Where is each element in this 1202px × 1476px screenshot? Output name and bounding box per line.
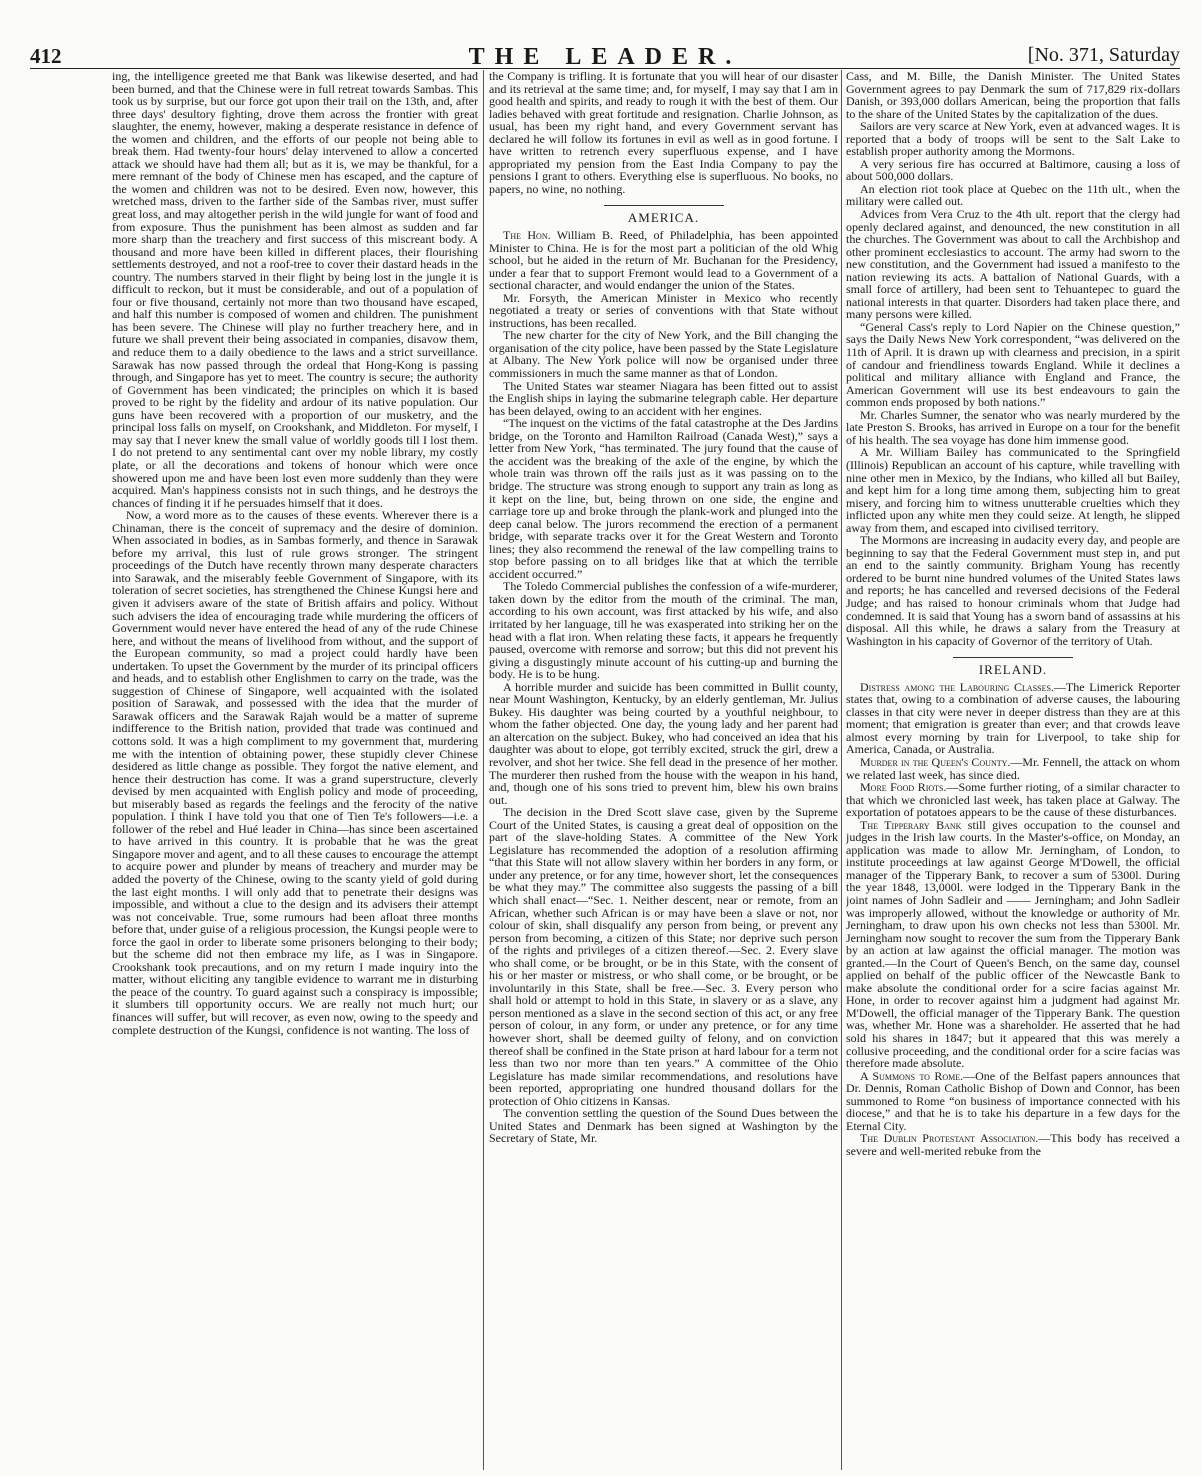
paragraph: Sailors are very scarce at New York, even at advanced wages. It is reported that a body of troops will be sent to the Salt Lake to establish proper authority among the Mormons. — [846, 119, 1180, 159]
section-rule — [953, 657, 1073, 658]
news-item — [846, 1070, 1180, 1133]
paragraph: The convention settling the question of the Sound Dues between the United States and Denmark has been signed at Washington by the Secretary of State, Mr. — [489, 1106, 838, 1146]
paragraph: The Toledo Commercial publishes the confession of a wife-murderer, taken down by the editor from the mouth of the criminal. The man, according to his own account, was first attacked by his wife, and also irritated by her language, till he was exasperated into striking her on the head with a flat iron. When relating these facts, it appears he frequently paused, overcome with remorse and sorrow; but this did not prevent his giving a disgustingly minute account of his cutting-up and burning the body. He is to be hung. — [489, 579, 838, 682]
item-heading: A Summons to Rome. — [860, 1068, 964, 1083]
paragraph: “The inquest on the victims of the fatal catastrophe at the Des Jardins bridge, on the Toronto and Hamilton Railroad (Canada West),” says a letter from New York, “has terminated. The jury found that the cause of the accident was the breaking of the axle of the engine, by which the whole train was thrown off the rails just as it was passing on to the bridge. The structure was strong enough to support any train as long as it kept on the line, but, being thrown on one side, the engine and carriage tore up and broke through the plank-work and plunged into the deep canal below. The jurors recommend the erection of a permanent bridge, with separate tracks over it for the Great Western and Toronto lines; they also recommend the renewal of the law compelling trains to stop before passing on to all bridges like that at which the terrible accident occurred.” — [489, 416, 838, 581]
column-divider — [483, 70, 484, 1470]
header-rule — [30, 68, 1180, 69]
paragraph: “General Cass's reply to Lord Napier on the Chinese question,” says the Daily News New York correspondent, “was delivered on the 11th of April. It is drawn up with clearness and precision, in a spirit of candour and friendliness towards England. While it declines a political and military alliance with England and France, the American Government will use its best endeavours to gain the common ends proposed by both nations.” — [846, 319, 1180, 410]
item-heading: The Dublin Protestant Association. — [860, 1131, 1039, 1146]
item-text: —The Limerick Reporter states that, owing to a combination of adverse causes, the labouring classes in that city were never in deeper distress than they are at this moment; that emigration is greater than ever; and that crowds leave almost every morning by train for Liverpool, to take ship for America, Canada, or Australia. — [846, 679, 1180, 757]
item-text: —This body has received a severe and well-merited rebuke from the — [846, 1131, 1180, 1158]
news-item — [846, 756, 1180, 781]
item-text: —Some further rioting, of a similar character to that which we chronicled last week, has taken place at Galway. The exportation of potatoes appears to be the cause of these disturbances. — [846, 780, 1180, 820]
item-text: still gives occupation to the counsel and judges in the Irish law courts. In the Master's-office, on Monday, an application was made to allow Mr. Jerningham, of London, to institute proceedings at law against George M'Dowell, the official manager of the Tipperary Bank, to recover a sum of 5300l. During the year 1848, 13,000l. were lodged in the Tipperary Bank in the joint names of John Sadleir and —— Jerningham; and John Sadleir was improperly allowed, without the knowledge or authority of Mr. Jerningham, to draw upon his own checks not less than 5300l. Mr. Jerningham now sought to recover the sum from the Tipperary Bank by an action at law against the official manager. The motion was granted.—In the Court of Queen's Bench, on the same day, counsel applied on behalf of the public officer of the Newcastle Bank to make absolute the conditional order for a scire facias against Mr. Hone, in order to recover against him a judgment had against Mr. M'Dowell, the official manager of the Tipperary Bank. The question was, whether Mr. Hone was a shareholder. He asserted that he had sold his shares in 1847; but it appeared that this was merely a collusive proceeding, and the conditional order for a scire facias was therefore made absolute. — [846, 817, 1180, 1071]
news-item — [846, 681, 1180, 756]
lead-in: The Hon. — [503, 228, 551, 243]
paragraph: An election riot took place at Quebec on the 11th ult., when the military were called out. — [846, 181, 1180, 209]
item-heading: Distress among the Labouring Classes. — [860, 679, 1054, 694]
paragraph: the Company is trifling. It is fortunate that you will hear of our disaster and its retrieval at the same time; and, for myself, I may say that I am in good health and spirits, and ready to rough it with the best of them. Our ladies behaved with great fortitude and resignation. Charlie Johnson, as usual, has been my right hand, and every Government servant has declared he will follow its fortunes in evil as well as in good fortune. I have written to retrench every superfluous expense, and I have appropriated my pension from the East India Company to pay the pensions I grant to others. Everything else is superfluous. No books, no papers, no wine, no nothing. — [489, 70, 838, 196]
column-1 — [112, 70, 478, 1470]
news-item — [846, 819, 1180, 1070]
paragraph: Cass, and M. Bille, the Danish Minister. The United States Government agrees to pay Denmark the sum of 717,829 rix-dollars Danish, or 393,000 dollars American, being the proportion that falls to the share of the United States by the capitalization of the dues. — [846, 70, 1180, 121]
news-item — [846, 781, 1180, 819]
section-rule — [604, 205, 724, 206]
item-heading: More Food Riots. — [860, 780, 947, 795]
paragraph: Advices from Vera Cruz to the 4th ult. report that the clergy had openly declared against, and denounced, the new constitution in all the churches. The Government was about to call the Archbishop and other prominent ecclesiastics to account. The army had sworn to the new constitution, and the Government had issued a manifesto to the nation reviewing its acts. A battalion of National Guards, with a small force of artillery, had been sent to Tehuantepec to guard the national interests in that quarter. Disorders had taken place there, and many persons were killed. — [846, 207, 1180, 322]
masthead-title: THE LEADER. — [468, 44, 742, 70]
paragraph: A horrible murder and suicide has been committed in Bullit county, near Mount Washington, Kentucky, by an elderly gentleman, Mr. Julius Bukey. His daughter was being courted by a youthful neighbour, to whom the father objected. One day, the young lady and her parent had an altercation on the subject. Bukey, who had conceived an idea that his daughter was about to elope, got terribly excited, struck the girl, drew a revolver, and shot her twice. She fell dead in the presence of her mother. The murderer then rushed from the house with the weapon in his hand, and, though one of his sons tried to prevent him, blew his own brains out. — [489, 679, 838, 807]
item-heading: The Tipperary Bank — [860, 817, 962, 832]
paragraph: Now, a word more as to the causes of these events. Wherever there is a Chinaman, there is the conceit of supremacy and the desire of dominion. When associated in bodies, as in Sambas formerly, and thence in Sarawak before my arrival, this lust of rule grows stronger. The stringent proceedings of the Dutch have recently thrown many desperate characters into Sarawak, and the miserably feeble Government of Singapore, with its toleration of secret societies, has strengthened the Chinese Kungsi here and given it advisers aware of the state of British affairs and policy. Without such advisers the idea of encouraging trade while murdering the officers of Government would never have entered the head of any of the rude Chinese here, and without the means of livelihood from without, and the support of the European community, so mad a project could hardly have been undertaken. To upset the Government by the murder of its principal officers and heads, and to establish other Englishmen to carry on the trade, was the suggestion of Chinese of Singapore, well acquainted with the isolated position of Sarawak, and possessed with the idea that the murder of Sarawak officers and the Sarawak Rajah would be a matter of supreme indifference to the British nation, provided that trade was continued and cottons sold. It was a high compliment to my government that, murdering me with the intention of obtaining power, these stupidly clever Chinese desidered as little change as possible. They forgot the native element, and hence their destruction has come. It was a grand superstructure, cleverly devised by men acquainted with English policy and mode of proceeding, but miserably based as regards the feelings and the ferocity of the native population. I think I have told you that one of Tien Te's followers—i.e. a follower of the rebel and Hué leader in China—has since been ascertained to have arrived in this country. It is probable that he was the great Singapore mover and agent, and to all these causes to encourage the attempt to acquire power and plunder by means of treachery and murder may be added the poverty of the Chinese, owing to the scanty yield of gold during the last eight months. I will only add that to penetrate their designs was impossible, and without a clue to the design and its advisers their attempt was not conceivable. True, some rumours had been afloat three months before that, under guise of a religious procession, the Kungsi people were to force the gaol in order to liberate some prisoners belonging to their body; but the scheme did not then embrace my life, as I was in Singapore. Crookshank took precautions, and on my return I made inquiry into the matter, without eliciting any tangible evidence to warrant me in disturbing the peace of the country. To guard against such a conspiracy is impossible; it slumbers till opportunity occurs. We are really not much hurt; our finances will suffer, but will recover, as even now, owing to the speedy and complete destruction of the Kungsi, confidence is not wanting. The loss of — [112, 508, 478, 1037]
page-number: 412 — [30, 44, 62, 68]
item-heading: Murder in the Queen's County. — [860, 754, 1011, 769]
item-text: —Mr. Fennell, the attack on whom we related last week, has since died. — [846, 754, 1180, 782]
paragraph — [489, 229, 838, 292]
section-title-america: AMERICA. — [627, 210, 700, 226]
news-item — [846, 1132, 1180, 1157]
paragraph: The decision in the Dred Scott slave case, given by the Supreme Court of the United States, is causing a great deal of opposition on the part of the slave-holding States. A committee of the New York Legislature has recommended the adoption of a resolution affirming “that this State will not allow slavery within her borders in any form, or under any pretence, or for any time, however short, let the consequences be what they may.” The committee also suggests the passing of a bill which shall enact—“Sec. 1. Neither descent, near or remote, from an African, whether such African is or may have been a slave or not, nor colour of skin, shall disqualify any person from being, or prevent any person from becoming, a citizen of this State; nor deprive such person of the rights and privileges of a citizen thereof.—Sec. 2. Every slave who shall come, or be brought, or be in this State, with the consent of his or her master or mistress, or who shall come, or be brought, or be involuntarily in this State, shall be free.—Sec. 3. Every person who shall hold or attempt to hold in this State, in slavery or as a slave, any person mentioned as a slave in the second section of this act, or any free person of colour, in any form, or under any pretence, or for any time however short, shall be deemed guilty of felony, and on conviction thereof shall be confined in the State prison at hard labour for a term not less than two nor more than ten years.” A committee of the Ohio Legislature has made similar recommendations, and resolutions have been reported, appropriating one hundred thousand dollars for the protection of Ohio citizens in Kansas. — [489, 805, 838, 1108]
paragraph: The Mormons are increasing in audacity every day, and people are beginning to say that the Federal Government must step in, and put an end to the saintly community. Brigham Young has recently ordered to be burnt nine hundred volumes of the United States laws and reports; he has cancelled and reversed decisions of the Federal Judge; and has raised to honour criminals whom that Judge had condemned. It is said that Young has a sworn band of assassins at his disposal. All this while, he draws a salary from the Treasury at Washington in his capacity of Governor of the territory of Utah. — [846, 533, 1180, 648]
paragraph: Mr. Forsyth, the American Minister in Mexico who recently negotiated a treaty or series of conventions with that State without instructions, has been recalled. — [489, 290, 838, 330]
column-3 — [846, 70, 1180, 1470]
item-text: —One of the Belfast papers announces that Dr. Dennis, Roman Catholic Bishop of Down and Connor, has been summoned to Rome “on business of importance connected with his diocese,” and that he is to take his departure in a few days for the Eternal City. — [846, 1068, 1180, 1133]
paragraph: The new charter for the city of New York, and the Bill changing the organisation of the city police, have been passed by the State Legislature at Albany. The New York police will now be organised under three commissioners in much the same manner as that of London. — [489, 328, 838, 381]
column-divider — [841, 70, 842, 1470]
paragraph: A very serious fire has occurred at Baltimore, causing a loss of about 500,000 dollars. — [846, 156, 1180, 184]
issue-number: [No. 371, Saturday — [1027, 44, 1180, 66]
section-title-ireland: IRELAND. — [978, 662, 1048, 678]
paragraph: The United States war steamer Niagara has been fitted out to assist the English ships in laying the submarine telegraph cable. Her departure has been delayed, owing to an accident with her engines. — [489, 378, 838, 418]
paragraph: ing, the intelligence greeted me that Bank was likewise deserted, and had been burned, and that the Chinese were in full retreat towards Sambas. This took us by surprise, but our force got upon their trail on the 13th, and, after three days' desultory fighting, drove them across the frontier with great slaughter, the enemy, however, making a desperate resistance in defence of the women and children, and the efforts of our people not being able to break them. Had twenty-four hours' delay intervened to allow a concerted attack we should have had them all; but as it is, we may be thankful, for a mere remnant of the body of Chinese men has escaped, and the capture of the women and children was not to be desired. Even now, however, this wretched mass, driven to the farther side of the Sambas river, must suffer great loss, and may altogether perish in the wild jungle for want of food and from exposure. Thus the punishment has been almost as sudden and far more sharp than the treachery and first success of this miscreant body. A thousand and more have been killed in different places, their flourishing settlements destroyed, and not a roof-tree to cover their dastard heads in the country. The numbers starved in their flight by being lost in the jungle it is difficult to reckon, but it must be considerable, and out of a population of four or five thousand, certainly not more than two thousand have escaped, and half this number is composed of women and children. The punishment has been severe. The Chinese will play no further treachery here, and in future we shall prevent their being associated in companies, disavow them, and reduce them to a daily obedience to the laws and a strict surveillance. Sarawak has now passed through the ordeal that Hong-Kong is passing through, and Singapore has yet to meet. The country is secure; the authority of Government has been vindicated; the principles on which it is based proved to be right by the fidelity and ardour of its native population. Our guns have been recovered with a proportion of our musketry, and the principal loss falls on myself, on Crookshank, and Middleton. For myself, I may say that I never knew the small value of worldly goods till I lost them. I do not pretend to any sentimental cant over my noble library, my costly plate, or all the decorations and tokens of honour which were once showered upon me and have been lost even more suddenly than they were acquired. Man's happiness consists not in such things, and he destroys the chances of finding it if he persuades himself that it does. — [112, 70, 478, 510]
column-2 — [489, 70, 838, 1470]
page-header — [30, 44, 1180, 68]
paragraph: Mr. Charles Sumner, the senator who was nearly murdered by the late Preston S. Brooks, has arrived in Europe on a tour for the benefit of his health. The sea voyage has done him immense good. — [846, 407, 1180, 447]
paragraph: A Mr. William Bailey has communicated to the Springfield (Illinois) Republican an account of his capture, while travelling with nine other men in Mexico, by the Indians, who killed all but Bailey, and kept him for a long time among them, subjecting him to great misery, and forcing him to witness unutterable cruelties which they inflicted upon any white men they could seize. At length, he slipped away from them, and escaped into civilised territory. — [846, 445, 1180, 535]
paragraph-text: William B. Reed, of Philadelphia, has been appointed Minister to China. He is for the most part a politician of the old Whig school, but he aided in the return of Mr. Buchanan for the Presidency, under a fear that to support Fremont would lead to a Government of a sectional character, and would endanger the union of the States. — [489, 228, 838, 293]
